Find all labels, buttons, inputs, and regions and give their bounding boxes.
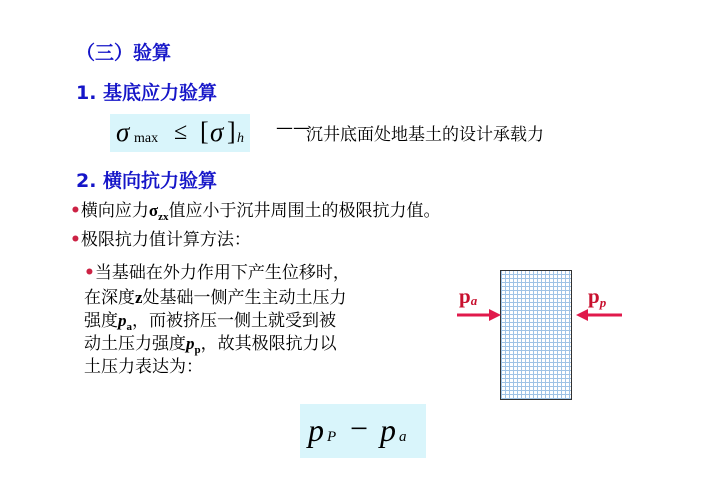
bullet1-pre: 横向应力: [80, 201, 149, 221]
formula-max-stress: [110, 114, 250, 152]
result-sub1: P: [327, 429, 337, 445]
bullet1-sigma: σ: [148, 201, 159, 220]
bullet1-sub: zx: [158, 211, 169, 223]
bullet2-text: 极限抗力值计算方法：: [80, 230, 251, 250]
para-line3-pre: 强度: [84, 311, 118, 331]
item2-title: 2. 横向抗力验算: [76, 170, 218, 192]
para-line4-post: ，故其极限抗力以: [200, 334, 337, 354]
para-line2: [84, 287, 347, 309]
item1-title: 1. 基底应力验算: [76, 82, 218, 104]
formula-sigma: σ: [116, 117, 130, 147]
para-line2-post: 处基础一侧产生主动土压力: [142, 288, 347, 308]
result-minus: −: [350, 410, 369, 446]
result-p1: p: [308, 412, 324, 448]
label-pp-sub: p: [599, 295, 607, 310]
label-pa-p: p: [459, 284, 471, 308]
bearing-capacity-note: 沉井底面处地基土的设计承载力: [306, 125, 544, 145]
bullet-method: [70, 229, 251, 251]
para-line3-post: ，而被挤压一侧土就受到被: [132, 311, 336, 331]
para-line4-pre: 动土压力强度: [84, 334, 186, 354]
formula-leq: ≤: [174, 119, 188, 145]
bullet-dot: •: [70, 201, 81, 221]
result-sub2: a: [399, 429, 407, 445]
bullet-dot: •: [70, 230, 81, 250]
para-line5: 土压力表达为：: [84, 357, 203, 377]
formula-bracket-sigma: σ: [210, 117, 224, 147]
para-line1-text: 当基础在外力作用下产生位移时，: [94, 263, 350, 283]
para-line1: [84, 262, 350, 284]
bullet-lateral-stress: [70, 200, 441, 228]
formula-dash: ——: [276, 118, 310, 138]
formula-resistance: [300, 404, 426, 458]
para-line3-sub: a: [126, 321, 132, 333]
label-pa-sub: a: [470, 293, 478, 308]
formula-max-sub: max: [134, 131, 159, 146]
para-line3-p: p: [118, 311, 127, 330]
formula-bracket-open: [: [200, 117, 209, 146]
arrow-right-icon: [455, 305, 505, 325]
para-line2-z: z: [135, 288, 143, 307]
para-line2-pre: 在深度: [84, 288, 135, 308]
bullet-dot: •: [84, 263, 95, 283]
formula-sub-h: h: [237, 131, 244, 146]
para-line4-sub: p: [194, 344, 201, 356]
formula-bracket-close: ]: [227, 117, 236, 146]
bullet1-post: 值应小于沉井周围土的极限抗力值。: [168, 201, 441, 221]
caisson-grid-rect: [500, 270, 572, 400]
label-pp-p: p: [588, 284, 600, 308]
para-line4-p: p: [186, 334, 195, 353]
arrow-left-icon: [572, 305, 624, 325]
result-p2: p: [380, 412, 396, 448]
section-title: （三）验算: [76, 42, 172, 64]
